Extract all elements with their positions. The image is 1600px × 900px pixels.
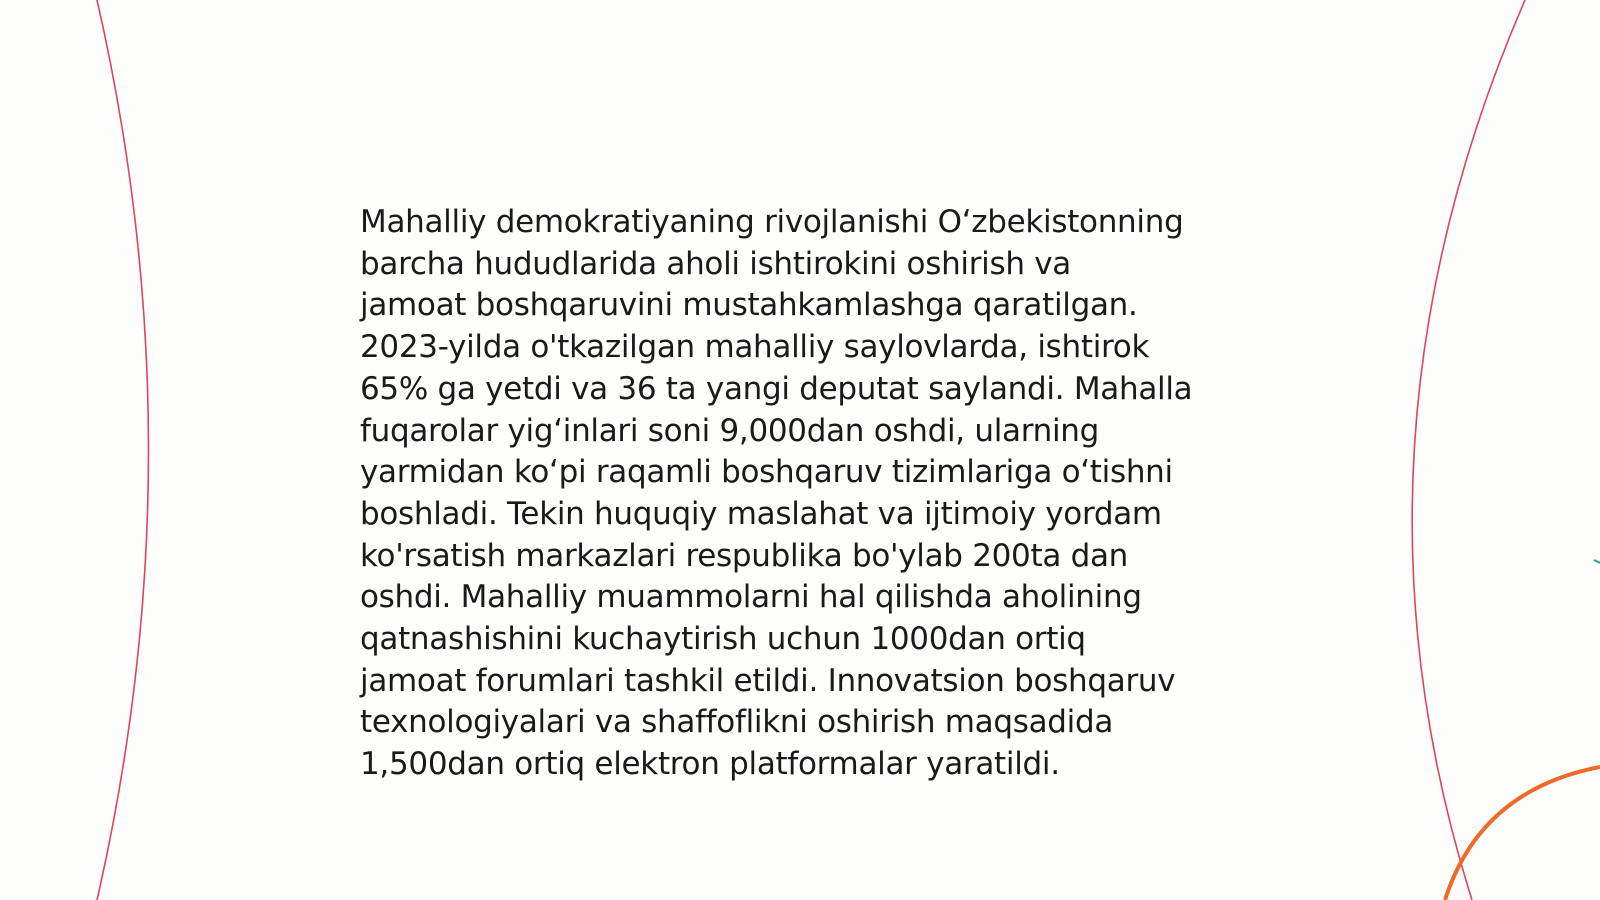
paragraph-line: jamoat boshqaruvini mustahkamlashga qaratilgan. xyxy=(360,287,1138,324)
paragraph-line: fuqarolar yig‘inlari soni 9,000dan oshdi, ularning xyxy=(360,412,1100,449)
paragraph-line: oshdi. Mahalliy muammolarni hal qilishda aholining xyxy=(360,579,1142,616)
paragraph-line: Mahalliy demokratiyaning rivojlanishi O‘zbekistonning xyxy=(360,204,1184,240)
paragraph-line: yarmidan ko‘pi raqamli boshqaruv tizimlariga o‘tishni xyxy=(360,454,1173,491)
paragraph-line: jamoat forumlari tashkil etildi. Innovatsion boshqaruv xyxy=(360,662,1176,699)
right-decorative-arc xyxy=(1412,0,1525,900)
paragraph-line: qatnashishini kuchaytirish uchun 1000dan ortiq xyxy=(360,621,1086,658)
orange-decorative-arc xyxy=(1445,767,1600,900)
paragraph-line: ko'rsatish markazlari respublika bo'ylab 200ta dan xyxy=(360,537,1129,574)
paragraph-line: boshladi. Tekin huquqiy maslahat va ijtimoiy yordam xyxy=(360,495,1162,532)
paragraph-line: texnologiyalari va shaffoflikni oshirish maqsadida xyxy=(360,704,1114,741)
paragraph-line: 2023-yilda o'tkazilgan mahalliy saylovlarda, ishtirok xyxy=(360,329,1150,366)
teal-accent-mark xyxy=(1594,560,1600,563)
body-paragraph xyxy=(360,202,1260,786)
paragraph-line: barcha hududlarida aholi ishtirokini oshirish va xyxy=(360,245,1071,282)
left-decorative-arc xyxy=(97,0,149,900)
paragraph-line: 65% ga yetdi va 36 ta yangi deputat saylandi. Mahalla xyxy=(360,370,1193,407)
paragraph-line: 1,500dan ortiq elektron platformalar yaratildi. xyxy=(360,746,1060,783)
